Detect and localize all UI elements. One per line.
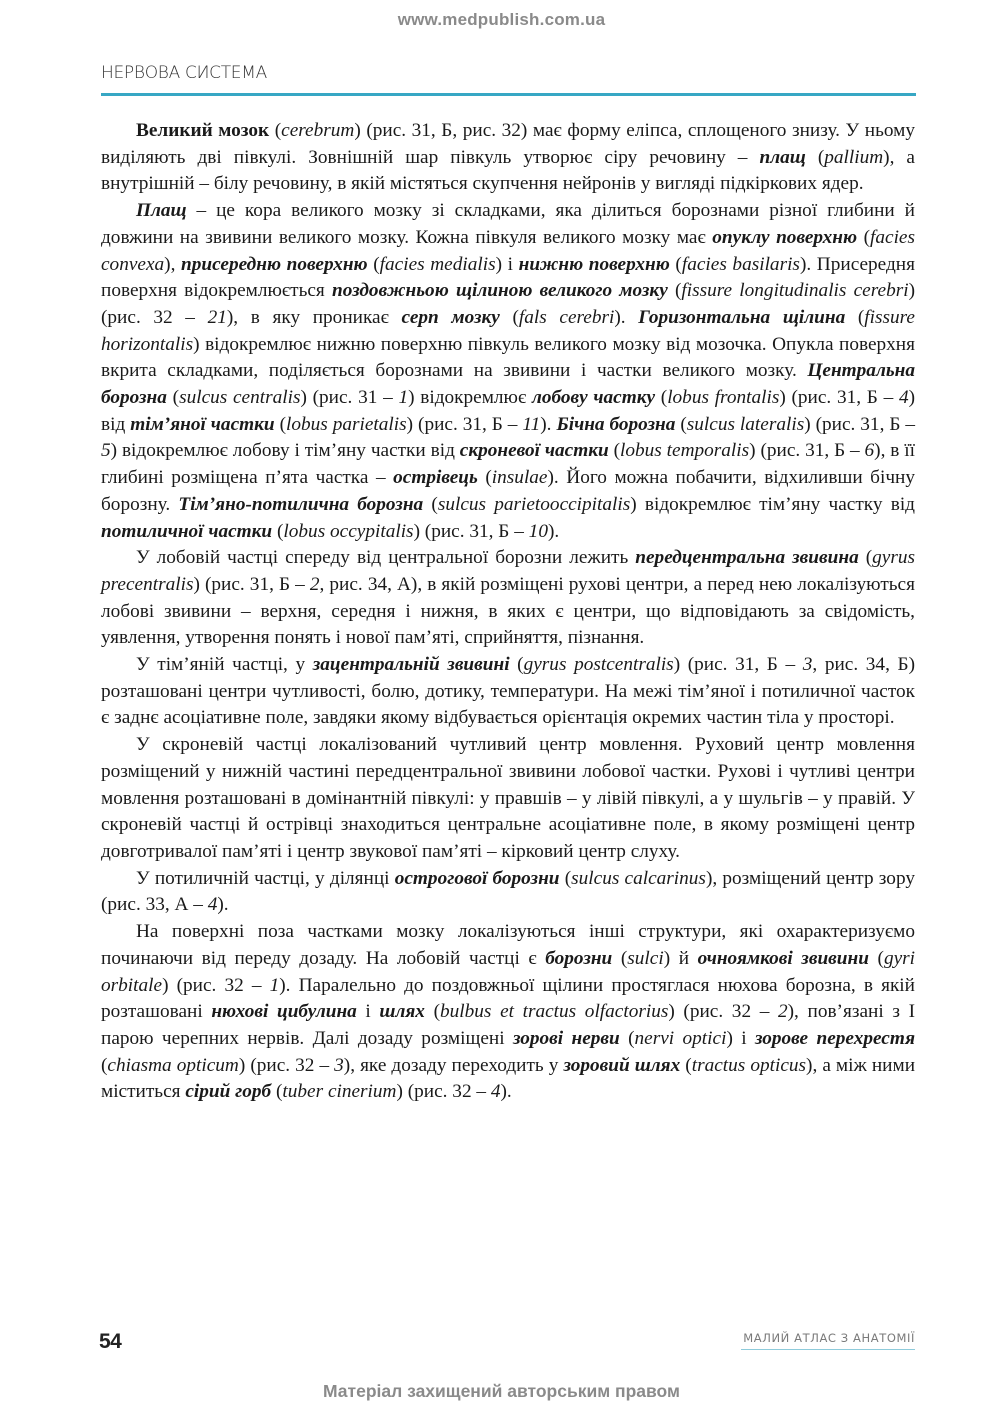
footer-book-title: МАЛИЙ АТЛАС З АНАТОМІЇ [741,1331,915,1350]
latin-term: 4 [207,894,218,916]
latin-term: 1 [398,387,409,409]
latin-term: sulcus lateralis [686,413,805,435]
latin-term: fals cerebri [518,306,615,328]
anatomy-term: присередню поверхню [181,253,368,275]
anatomy-term: зацентральній звивині [312,654,510,676]
latin-term: 11 [522,413,541,435]
latin-term: lobus parietalis [286,413,407,435]
anatomy-term: лобову частку [531,387,656,409]
copyright-watermark: Матеріал захищений авторським правом [323,1381,680,1401]
paragraph-frontal-lobe: У лобовій частці спереду від центральної борозни лежить передцентральна звивина (gyrus precentralis) (рис. 31, Б – 2, рис. 34, А), в якій розміщені рухові центри, а перед нею локалізуються лобові звивини – верхня, середня і нижня, в яких є центри, що відповідають за свідомість, уявлення, утворення понять і нової пам’яті, сприйняття, пізнання. [101,547,916,649]
latin-term: 3 [802,654,813,676]
latin-term: lobus temporalis [620,440,750,462]
anatomy-term: зорові нерви [512,1027,620,1049]
latin-term: tractus opticus [691,1054,807,1076]
anatomy-term: опуклу поверхню [712,226,858,248]
latin-term: 4 [898,387,909,409]
paragraph-cerebrum: Великий мозок (cerebrum) (рис. 31, Б, рис. 32) має форму еліпса, сплощеного знизу. У ньому виділяють дві півкулі. Зовнішній шар півкуль утворює сіру речовину – плащ (pallium), а внутрішній – білу речовину, в якій містяться скупчення нейронів у вигляді підкіркових ядер. [101,120,916,195]
latin-term: chiasma opticum [107,1054,239,1076]
latin-term: sulcus parietooccipitalis [437,493,631,515]
latin-term: bulbus et tractus olfactorius [440,1001,669,1023]
anatomy-term: борозни [545,947,613,969]
latin-term: cerebrum [281,120,355,141]
latin-term: 6 [864,440,875,462]
anatomy-term: зорове перехрестя [754,1027,916,1049]
latin-term: nervi optici [634,1027,727,1049]
anatomy-term: Тім’яно-потилична борозна [178,493,424,515]
latin-term: fissure longitudinalis cerebri [681,280,909,302]
anatomy-term: скроневої частки [459,440,609,462]
anatomy-term: сірий горб [185,1081,272,1103]
latin-term: gyrus precentralis [101,547,916,595]
latin-term: fissure horizontalis [101,306,915,355]
latin-term: insulae [491,467,548,489]
anatomy-term: поздовжньою щілиною великого мозку [331,280,668,302]
anatomy-term: Великий мозок [136,120,270,141]
anatomy-term: серп мозку [401,306,500,328]
anatomy-term: Плащ [136,200,187,222]
anatomy-term: нюхові цибулина [211,1001,357,1023]
anatomy-term: шлях [379,1001,425,1023]
anatomy-term: зоровий шлях [563,1054,681,1076]
latin-term: gyri orbitale [101,947,915,996]
latin-term: tuber cinerium [282,1081,397,1103]
latin-term: 5 [101,440,111,462]
latin-term: lobus occypitalis [283,520,414,542]
latin-term: sulci [627,947,664,969]
anatomy-term: Центральна борозна [101,360,915,409]
latin-term: 2 [309,573,320,595]
anatomy-term: очноямкові звивини [697,947,869,969]
latin-term: facies basilaris [681,253,800,275]
latin-term: 2 [777,1001,788,1023]
anatomy-term: Бічна борозна [556,413,676,435]
paragraph-parietal-lobe: У тім’яній частці, у зацентральній звивині (gyrus postcentralis) (рис. 31, Б – 3, рис. 34, Б) розташовані центри чутливості, болю, дотику, температури. На межі тім’яної і потиличної часток є заднє асоціативне поле, завдяки якому відбувається орієнтація окремих частин тіла у просторі. [101,654,916,729]
latin-term: 1 [269,974,280,996]
latin-term: 21 [207,306,227,328]
anatomy-term: Горизонтальна щілина [638,306,846,328]
latin-term: pallium [824,146,884,168]
paragraph-temporal-lobe: У скроневій частці локалізований чутливий центр мовлення. Руховий центр мовлення розміщений у нижній частині передцентральної звивини лобової частки. Рухові і чутливі центри мовлення розташовані в домінантній півкулі: у правшів – у лівій півкулі, а у шульгів – у правій. У скроневій частці й острівці знаходиться центральне асоціативне поле, в якому розміщені центр довготривалої пам’яті і центр звукової пам’яті – кірковий центр слуху. [101,734,915,862]
anatomy-term: острогової борозни [394,867,560,889]
anatomy-term: тім’яної частки [130,413,275,435]
latin-term: 10 [528,520,548,542]
anatomy-term: плащ [759,146,806,168]
paragraph-basal-surface: На поверхні поза частками мозку локалізуються інші структури, які охарактеризуємо починаючи від переду дозаду. На лобовій частці є борозни (sulci) й очноямкові звивини (gyri orbitale) (рис. 32 – 1). Паралельно до поздовжньої щілини простяглася нюхова борозна, в якій розташовані нюхові цибулина і шлях (bulbus et tractus olfactorius) (рис. 32 – 2), пов’язані з І парою черепних нервів. Далі дозаду розміщені зорові нерви (nervi optici) і зорове перехрестя (chiasma opticum) (рис. 32 – 3), яке дозаду переходить у зоровий шлях (tractus opticus), а між ними міститься сірий горб (tuber cinerium) (рис. 32 – 4). [101,921,916,1103]
anatomy-term: нижню поверхню [518,253,670,275]
latin-term: facies convexa [101,226,915,275]
latin-term: sulcus calcarinus [571,867,706,889]
latin-term: facies medialis [379,253,496,275]
latin-term: 4 [490,1081,501,1103]
header-rule-divider [101,93,916,96]
anatomy-term: потиличної частки [101,520,273,542]
paragraph-pallium: Плащ – це кора великого мозку зі складками, яка ділиться борознами різної глибини й довжини на звивини великого мозку. Кожна півкуля великого мозку має опуклу поверхню (facies convexa), присередню поверхню (facies medialis) і нижню поверхню (facies basilaris). Присередня поверхня відокремлюється поздовжньою щілиною великого мозку (fissure longitudinalis cerebri) (рис. 32 – 21), в яку проникає серп мозку (fals cerebri). Горизонтальна щілина (fissure horizontalis) відокремлює нижню поверхню півкуль великого мозку від мозочка. Опукла поверхня вкрита складками, поділяється борознами на звивини і частки великого мозку. Центральна борозна (sulcus centralis) (рис. 31 – 1) відокремлює лобову частку (lobus frontalis) (рис. 31, Б – 4) від тім’яної частки (lobus parietalis) (рис. 31, Б – 11). Бічна борозна (sulcus lateralis) (рис. 31, Б – 5) відокремлює лобову і тім’яну частки від скроневої частки (lobus temporalis) (рис. 31, Б – 6), в її глибині розміщена п’ята частка – острівець (insulae). Його можна побачити, відхиливши бічну борозну. Тім’яно-потилична борозна (sulcus parietooccipitalis) відокремлює тім’яну частку від потиличної частки (lobus occypitalis) (рис. 31, Б – 10). [101,200,916,542]
body-text [101,118,915,1106]
paragraph-occipital-lobe: У потиличній частці, у ділянці острогової борозни (sulcus calcarinus), розміщений центр зору (рис. 33, А – 4). [101,867,915,916]
anatomy-term: передцентральна звивина [635,547,859,569]
latin-term: sulcus centralis [179,387,301,409]
latin-term: 3 [334,1054,344,1076]
anatomy-term: острівець [393,467,478,489]
latin-term: gyrus postcentralis [523,654,674,676]
page-number: 54 [99,1330,122,1353]
watermark-url: www.medpublish.com.ua [397,10,606,29]
latin-term: lobus frontalis [667,387,780,409]
running-head-section-title: НЕРВОВА СИСТЕМА [101,63,267,83]
